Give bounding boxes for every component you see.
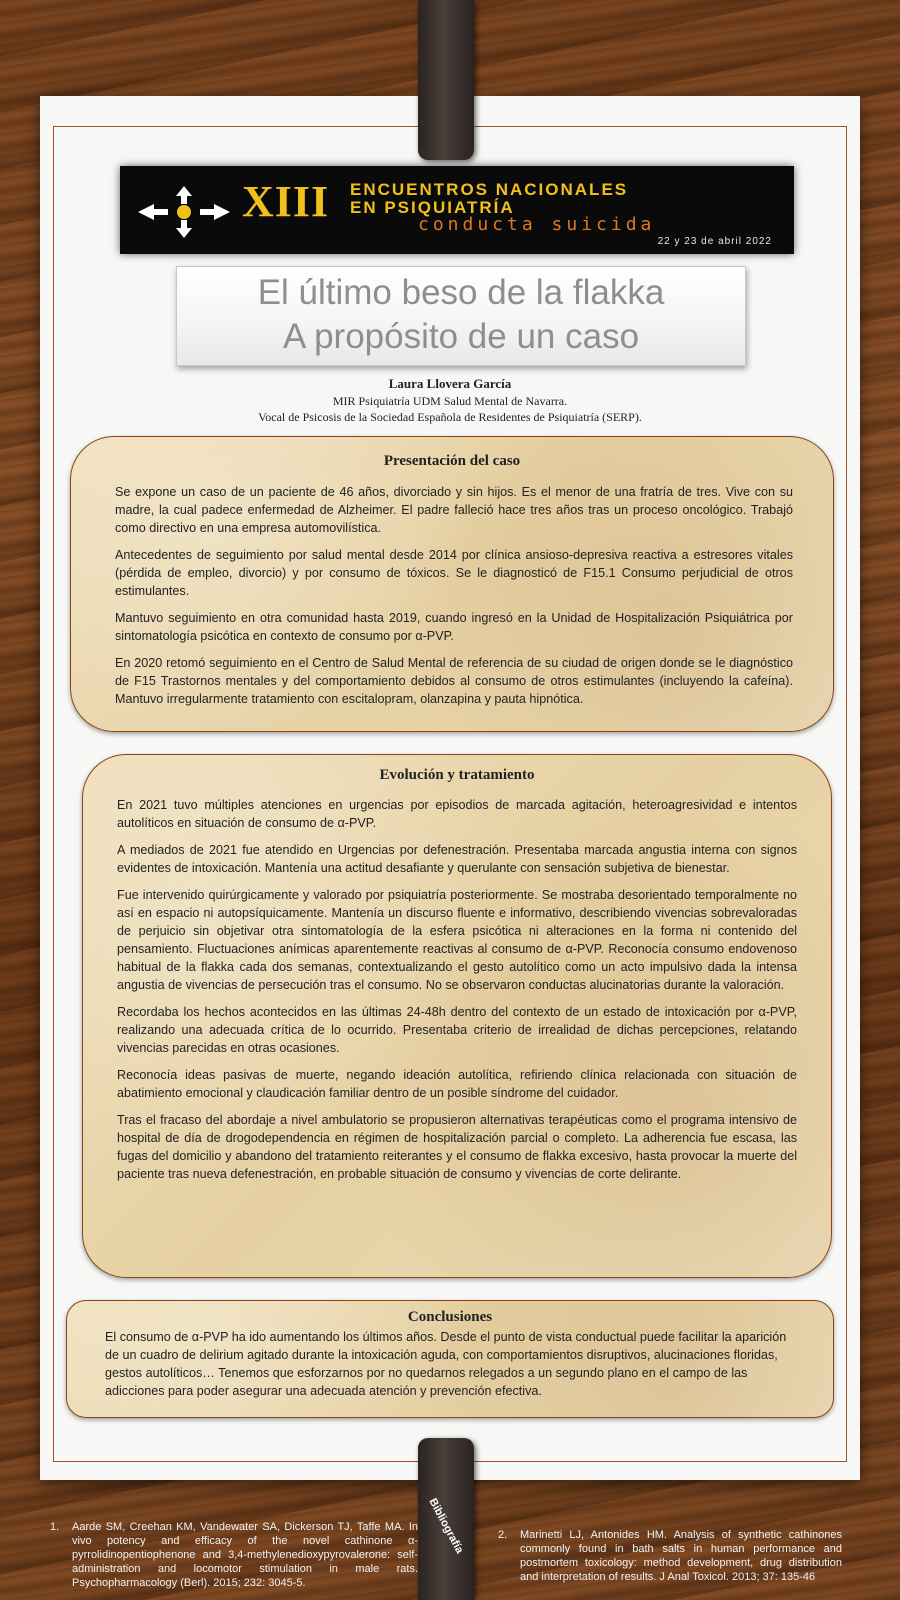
- banner-line2: EN PSIQUIATRÍA: [350, 198, 515, 217]
- evolution-panel: [82, 754, 832, 1278]
- bottom-strap: [418, 1438, 474, 1600]
- banner-date: 22 y 23 de abril 2022: [657, 236, 772, 247]
- poster-title: [176, 266, 746, 366]
- presentation-heading: Presentación del caso: [383, 453, 521, 469]
- conclusions-text: El consumo de α-PVP ha ido aumentando los últimos años. Desde el punto de vista conductual puede facilitar la aparición de un cuadro de delirium agitado durante la intoxicación aguda, con comportamientos disruptivos, alucinaciones floridas, gestos autolíticos… Tenemos que esforzarnos por no quedarnos relegados a un segundo plano en el campo de las adicciones para poder asegurar una adecuada atención y prevención efectiva.: [105, 1330, 787, 1398]
- presentation-panel: [70, 436, 834, 732]
- evolution-paragraph: En 2021 tuvo múltiples atenciones en urgencias por episodios de marcada agitación, heteroagresividad e intentos autolíticos en situación de consumo de α-PVP.: [117, 798, 797, 830]
- reference-item: [50, 1520, 418, 1590]
- arrows-logo-icon: [134, 184, 234, 240]
- reference-text: Aarde SM, Creehan KM, Vandewater SA, Dickerson TJ, Taffe MA. In vivo potency and efficacy of the novel cathinone α-pyrrolidinopentiophenone and 3,4-methylenedioxypyrovalerone: self-administration and locomotor stimulation in male rats. Psychopharmacology (Berl). 2015; 232: 3045-5.: [72, 1521, 418, 1589]
- author-affiliation-1: MIR Psiquiatría UDM Salud Mental de Navarra.: [332, 394, 568, 408]
- author-name: Laura Llovera García: [388, 376, 512, 391]
- title-line1: El último beso de la flakka: [257, 273, 665, 312]
- presentation-paragraph: Antecedentes de seguimiento por salud mental desde 2014 por clínica ansioso-depresiva reactiva a estresores vitales (pérdida de empleo, divorcio) y por consumo de tóxicos. Se le diagnosticó de F15.1 Consumo perjudicial de otros estimulantes.: [115, 548, 793, 598]
- evolution-paragraph: Reconocía ideas pasivas de muerte, negando ideación autolítica, refiriendo clínica relacionada con situación de abatimiento emocional y claudicación familiar dentro de un posible síndrome del cuidador.: [117, 1068, 797, 1100]
- title-line2: A propósito de un caso: [282, 317, 640, 356]
- top-strap: [418, 0, 474, 160]
- reference-text: Marinetti LJ, Antonides HM. Analysis of synthetic cathinones commonly found in bath salts in human performance and postmortem toxicology: method development, drug distribution and interpretation of results. J Anal Toxicol. 2013; 37: 135-46: [520, 1529, 842, 1583]
- evolution-paragraph: A mediados de 2021 fue atendido en Urgencias por defenestración. Presentaba marcada angustia interna con signos evidentes de intoxicación. Mantenía una actitud desafiante y querulante con sensación subjetiva de bienestar.: [117, 843, 797, 875]
- presentation-paragraph: En 2020 retomó seguimiento en el Centro de Salud Mental de referencia de su ciudad de origen donde se le diagnóstico de F15 Trastornos mentales y del comportamiento debidos al consumo de otros estimulantes (incluyendo la cafeína). Mantuvo irregularmente tratamiento con escitalopram, olanzapina y pauta hipnótica.: [115, 656, 793, 706]
- bibliography-label: Bibliografía: [426, 1496, 466, 1556]
- reference-item: [498, 1528, 842, 1584]
- evolution-heading: Evolución y tratamiento: [379, 767, 535, 783]
- author-affiliation-2: Vocal de Psicosis de la Sociedad Española de Residentes de Psiquiatría (SERP).: [258, 410, 642, 424]
- evolution-paragraph: Recordaba los hechos acontecidos en las últimas 24-48h dentro del contexto de un estado de intoxicación por α-PVP, realizando una adecuada crítica de lo ocurrido. Presentaba criterio de irrealidad de dichas percepciones, relatando vivencias parecidas en otras ocasiones.: [117, 1005, 797, 1055]
- reference-number: 1.: [50, 1521, 60, 1533]
- reference-number: 2.: [498, 1529, 508, 1541]
- banner-line1: ENCUENTROS NACIONALES: [350, 180, 629, 199]
- congress-banner: [120, 166, 794, 254]
- presentation-paragraph: Se expone un caso de un paciente de 46 años, divorciado y sin hijos. Es el menor de una fratría de tres. Vive con su madre, la cual padece enfermedad de Alzheimer. El padre falleció hace tres años tras un proceso oncológico. Trabajó como directivo en una empresa automovilística.: [115, 485, 793, 535]
- evolution-paragraph: Tras el fracaso del abordaje a nivel ambulatorio se propusieron alternativas terapéuticas como el programa intensivo de hospital de día de drogodependencia en régimen de hospitalización parcial o completo. La adherencia fue escasa, las fugas del domicilio y abandono del tratamiento reiterantes y el consumo de flakka excesivo, hasta provocar la muerte del paciente tras nueva defenestración, en probable situación de consumo y vivencias de corte delirante.: [117, 1113, 797, 1181]
- conclusions-heading: Conclusiones: [407, 1309, 493, 1325]
- banner-edition: XIII: [242, 177, 330, 226]
- presentation-paragraph: Mantuvo seguimiento en otra comunidad hasta 2019, cuando ingresó en la Unidad de Hospitalización Psiquiátrica por sintomatología psicótica en contexto de consumo por α-PVP.: [115, 611, 793, 643]
- evolution-paragraph: Fue intervenido quirúrgicamente y valorado por psiquiatría posteriormente. Se mostraba desorientado temporalmente no así en espacio ni autopsíquicamente. Mantenía un discurso fluente e informativo, describiendo vivencias sobrevaloradas de perjuicio sin objetivar otra sintomatología de la esfera psicótica ni alteraciones en la forma ni contenido del pensamiento. Fluctuaciones anímicas aparentemente reactivas al consumo de α-PVP. Reconocía consumo endovenoso habitual de la flakka cada dos semanas, contextualizando el gesto autolítico como un acto impulsivo dada la intensa angustia de vivencias de persecución tras el consumo. No se observaron conductas alucinatorias durante la valoración.: [117, 888, 797, 992]
- banner-subtitle: conducta suicida: [418, 214, 656, 235]
- conclusions-panel: [66, 1300, 834, 1418]
